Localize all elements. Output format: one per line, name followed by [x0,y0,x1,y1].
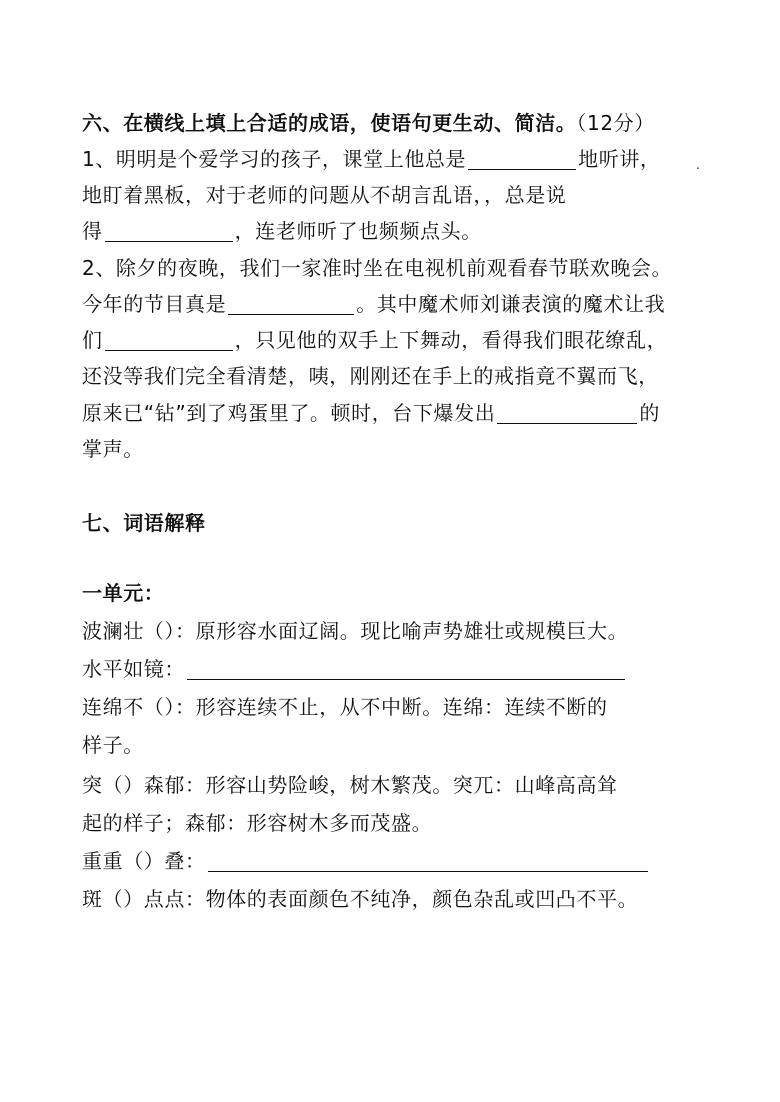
q2-text-4: 还没等我们完全看清楚，咦，刚刚还在手上的戒指竟不翼而飞， [82,364,659,388]
q2-line-5 [82,398,660,428]
q1-blank-1[interactable] [468,147,576,170]
q2-text-6: 掌声。 [82,437,144,461]
q2-text-5a: 原来已“钻”到了鸡蛋里了。顿时，台下爆发出 [82,401,496,425]
q1-text-2: 地盯着黑板，对于老师的问题从不胡言乱语，，总是说 [82,183,567,207]
q1-line-3 [82,216,482,246]
unit-heading: 一单元： [82,581,165,605]
q1-text-3b: ，连老师听了也频频点头。 [234,219,482,243]
q2-line-1 [82,253,672,283]
term-item-5 [82,846,650,876]
q1-line-1 [82,144,661,174]
term-item-4-line-1: 突（）森郁：形容山势险峻，树木繁茂。突兀：山峰高高耸 [82,773,618,797]
stray-dot: . [696,158,700,172]
q2-text-1: 2、除夕的夜晚，我们一家准时坐在电视机前观看春节联欢晚会。 [82,256,673,280]
q2-line-2 [82,289,665,319]
term-item-2-label: 水平如镜： [82,657,185,681]
q2-line-6 [82,434,144,464]
q2-text-3a: 们 [82,328,103,352]
term-item-4-line-2: 起的样子；森郁：形容树木多而茂盛。 [82,811,433,835]
q1-text-1b: 地听讲， [578,147,661,171]
term-item-2 [82,654,627,684]
section-6-title: 六、在横线上填上合适的成语，使语句更生动、简洁。 [82,111,577,135]
term-item-1: 波澜壮（）：原形容水面辽阔。现比喻声势雄壮或规模巨大。 [82,619,629,643]
section-7-title: 七、词语解释 [82,511,206,535]
q2-blank-2[interactable] [105,328,233,351]
q1-text-3a: 得 [82,219,103,243]
section-6-heading [82,108,655,138]
term-item-3-line-2: 样子。 [82,733,144,757]
q2-text-2b: 。其中魔术师刘谦表演的魔术让我 [356,292,666,316]
q1-text-1a: 1、明明是个爱学习的孩子，课堂上他总是 [82,147,467,171]
q1-blank-2[interactable] [105,219,233,242]
term-item-5-label: 重重（）叠： [82,849,206,873]
term-item-6: 斑（）点点：物体的表面颜色不纯净，颜色杂乱或凹凸不平。 [82,887,639,911]
term-item-2-blank[interactable] [187,657,625,680]
term-item-3-line-1: 连绵不（）：形容连续不止，从不中断。连绵：连续不断的 [82,695,608,719]
q1-line-2 [82,180,566,210]
q2-text-2a: 今年的节目真是 [82,292,227,316]
q2-line-3 [82,325,667,355]
q2-text-5b: 的 [639,401,660,425]
q2-blank-3[interactable] [497,401,637,424]
q2-blank-1[interactable] [228,292,354,315]
term-item-5-blank[interactable] [208,849,648,872]
section-6-score: （12分） [576,111,655,135]
q2-text-3b: ，只见他的双手上下舞动，看得我们眼花缭乱， [234,328,668,352]
q2-line-4 [82,361,659,391]
